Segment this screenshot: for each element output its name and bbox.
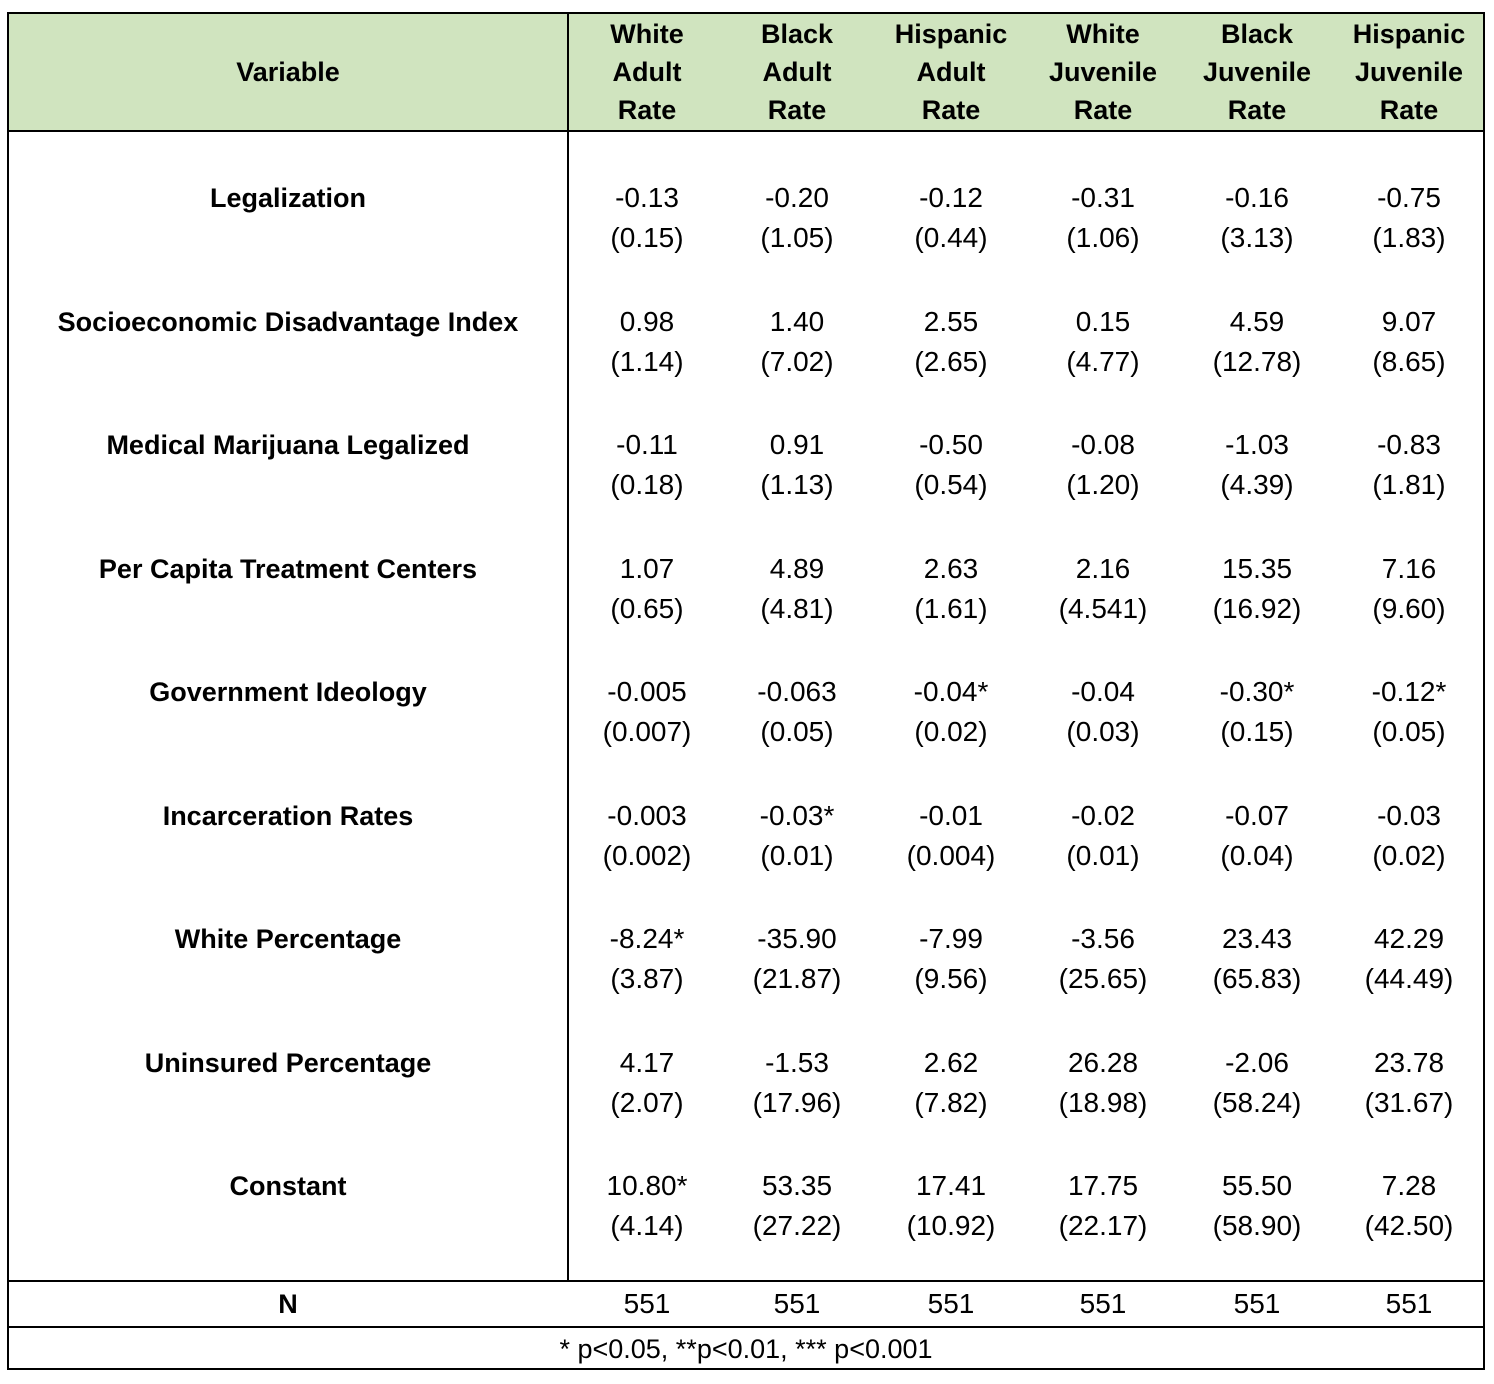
table-cell (1333, 549, 1485, 629)
coefficient: -0.04 (1071, 676, 1135, 707)
standard-error: (1.61) (914, 593, 988, 624)
column-header-line: Juvenile (1354, 57, 1464, 87)
coefficient: -35.90 (757, 923, 837, 954)
standard-error: (25.65) (1058, 963, 1148, 994)
table-cell (1333, 1043, 1485, 1123)
table-cell (1181, 919, 1333, 999)
standard-error: (1.83) (1372, 222, 1446, 253)
column-header (1333, 15, 1485, 129)
standard-error: (9.56) (914, 963, 988, 994)
n-value: 551 (1385, 1288, 1433, 1319)
regression-table (7, 12, 1485, 1370)
variable-label: Constant (229, 1171, 347, 1201)
footnote: * p<0.05, **p<0.01, *** p<0.001 (559, 1334, 933, 1364)
column-header-line: White (610, 19, 684, 49)
n-value: 551 (773, 1288, 821, 1319)
standard-error: (1.05) (760, 222, 834, 253)
coefficient: -0.31 (1071, 182, 1135, 213)
coefficient: -0.30* (1219, 676, 1295, 707)
table-cell (1181, 302, 1333, 382)
column-header-line: Rate (1073, 95, 1133, 125)
table-cell (1333, 1166, 1485, 1246)
table-cell (571, 1166, 723, 1246)
table-cell (1333, 178, 1485, 258)
variable-label: Incarceration Rates (162, 801, 414, 831)
table-cell (721, 919, 873, 999)
coefficient: 0.91 (769, 429, 825, 460)
variable-label: Per Capita Treatment Centers (98, 554, 478, 584)
coefficient: 15.35 (1221, 553, 1293, 584)
table-cell (1181, 1166, 1333, 1246)
table-cell (875, 1166, 1027, 1246)
coefficient: -0.063 (757, 676, 837, 707)
table-cell (571, 796, 723, 876)
column-header (571, 15, 723, 129)
table-cell (721, 1166, 873, 1246)
variable-label: Socioeconomic Disadvantage Index (57, 307, 519, 337)
coefficient: -7.99 (919, 923, 983, 954)
coefficient: -0.11 (616, 429, 678, 460)
standard-error: (16.92) (1212, 593, 1302, 624)
standard-error: (0.05) (1372, 716, 1446, 747)
table-cell (721, 425, 873, 505)
table-cell (1181, 178, 1333, 258)
standard-error: (10.92) (906, 1210, 996, 1241)
coefficient: 17.41 (915, 1170, 987, 1201)
standard-error: (17.96) (752, 1087, 842, 1118)
standard-error: (31.67) (1364, 1087, 1454, 1118)
coefficient: -0.12* (1371, 676, 1447, 707)
standard-error: (0.02) (1372, 840, 1446, 871)
standard-error: (1.81) (1372, 469, 1446, 500)
standard-error: (27.22) (752, 1210, 842, 1241)
coefficient: 17.75 (1067, 1170, 1139, 1201)
standard-error: (0.44) (914, 222, 988, 253)
coefficient: 26.28 (1067, 1047, 1139, 1078)
standard-error: (7.82) (914, 1087, 988, 1118)
coefficient: 2.62 (923, 1047, 979, 1078)
table-cell (875, 425, 1027, 505)
standard-error: (0.04) (1220, 840, 1294, 871)
table-cell (1333, 425, 1485, 505)
coefficient: 4.89 (769, 553, 825, 584)
standard-error: (21.87) (752, 963, 842, 994)
coefficient: -0.75 (1377, 182, 1441, 213)
standard-error: (3.13) (1220, 222, 1294, 253)
coefficient: -3.56 (1071, 923, 1135, 954)
column-header-line: Rate (617, 95, 677, 125)
coefficient: -0.04* (913, 676, 989, 707)
coefficient: 23.78 (1373, 1047, 1445, 1078)
coefficient: 4.17 (619, 1047, 675, 1078)
standard-error: (0.05) (760, 716, 834, 747)
table-cell (1027, 796, 1179, 876)
table-cell (721, 549, 873, 629)
standard-error: (0.15) (1220, 716, 1294, 747)
table-cell (1027, 549, 1179, 629)
coefficient: -0.12 (919, 182, 983, 213)
coefficient: 10.80* (606, 1170, 688, 1201)
table-cell (1181, 796, 1333, 876)
standard-error: (22.17) (1058, 1210, 1148, 1241)
coefficient: -0.03 (1377, 800, 1441, 831)
table-cell (721, 178, 873, 258)
table-cell (875, 1043, 1027, 1123)
coefficient: -0.03* (759, 800, 835, 831)
table-cell (571, 1043, 723, 1123)
table-cell (721, 1043, 873, 1123)
standard-error: (0.54) (914, 469, 988, 500)
n-value: 551 (927, 1288, 975, 1319)
coefficient: -0.13 (615, 182, 679, 213)
n-label: N (278, 1289, 298, 1319)
standard-error: (1.20) (1066, 469, 1140, 500)
coefficient: -0.16 (1225, 182, 1289, 213)
table-header (9, 14, 1483, 132)
table-cell (1181, 1043, 1333, 1123)
standard-error: (0.02) (914, 716, 988, 747)
table-cell (571, 425, 723, 505)
column-header-line: Black (760, 19, 834, 49)
variable-label: Uninsured Percentage (144, 1048, 432, 1078)
coefficient: 53.35 (761, 1170, 833, 1201)
column-header (1027, 15, 1179, 129)
table-cell (1027, 672, 1179, 752)
column-header-line: Hispanic (1352, 19, 1466, 49)
standard-error: (0.01) (760, 840, 834, 871)
standard-error: (4.81) (760, 593, 834, 624)
standard-error: (0.18) (610, 469, 684, 500)
table-cell (1333, 302, 1485, 382)
table-cell (875, 796, 1027, 876)
standard-error: (0.65) (610, 593, 684, 624)
table-cell (1333, 796, 1485, 876)
standard-error: (12.78) (1212, 346, 1302, 377)
coefficient: 0.15 (1075, 306, 1131, 337)
table-cell (571, 672, 723, 752)
variable-label: White Percentage (174, 924, 402, 954)
column-header (721, 15, 873, 129)
standard-error: (0.15) (610, 222, 684, 253)
coefficient: -0.003 (607, 800, 687, 831)
table-cell (1181, 549, 1333, 629)
standard-error: (1.13) (760, 469, 834, 500)
n-value: 551 (1079, 1288, 1127, 1319)
coefficient: -0.02 (1071, 800, 1135, 831)
column-divider (567, 14, 569, 1282)
standard-error: (0.03) (1066, 716, 1140, 747)
coefficient: -0.01 (919, 800, 983, 831)
coefficient: 7.16 (1381, 553, 1437, 584)
column-header-line: Adult (916, 57, 986, 87)
table-cell (875, 919, 1027, 999)
standard-error: (2.07) (610, 1087, 684, 1118)
coefficient: 9.07 (1381, 306, 1437, 337)
coefficient: -0.08 (1071, 429, 1135, 460)
coefficient: 1.07 (619, 553, 675, 584)
standard-error: (7.02) (760, 346, 834, 377)
standard-error: (44.49) (1364, 963, 1454, 994)
column-header-line: Juvenile (1048, 57, 1158, 87)
variable-label: Legalization (209, 183, 366, 213)
column-header-line: Rate (767, 95, 827, 125)
standard-error: (1.14) (610, 346, 684, 377)
standard-error: (0.004) (906, 840, 996, 871)
column-header (1181, 15, 1333, 129)
table-cell (721, 672, 873, 752)
standard-error: (18.98) (1058, 1087, 1148, 1118)
coefficient: 55.50 (1221, 1170, 1293, 1201)
table-cell (1333, 919, 1485, 999)
table-cell (721, 796, 873, 876)
coefficient: 42.29 (1373, 923, 1445, 954)
table-cell (1027, 425, 1179, 505)
table-cell (721, 302, 873, 382)
standard-error: (1.06) (1066, 222, 1140, 253)
coefficient: -0.20 (765, 182, 829, 213)
coefficient: 2.63 (923, 553, 979, 584)
standard-error: (4.541) (1058, 593, 1148, 624)
table-cell (875, 178, 1027, 258)
table-cell (1027, 1043, 1179, 1123)
table-cell (875, 549, 1027, 629)
standard-error: (9.60) (1372, 593, 1446, 624)
standard-error: (8.65) (1372, 346, 1446, 377)
table-cell (875, 672, 1027, 752)
table-cell (875, 302, 1027, 382)
standard-error: (3.87) (610, 963, 684, 994)
coefficient: -2.06 (1225, 1047, 1289, 1078)
table-cell (1027, 1166, 1179, 1246)
n-value: 551 (1233, 1288, 1281, 1319)
column-header-line: Rate (921, 95, 981, 125)
table-cell (571, 549, 723, 629)
table-cell (571, 302, 723, 382)
standard-error: (4.14) (610, 1210, 684, 1241)
standard-error: (58.90) (1212, 1210, 1302, 1241)
n-value: 551 (623, 1288, 671, 1319)
standard-error: (42.50) (1364, 1210, 1454, 1241)
standard-error: (0.01) (1066, 840, 1140, 871)
standard-error: (4.39) (1220, 469, 1294, 500)
variable-label: Government Ideology (149, 677, 427, 707)
variable-column-header: Variable (236, 57, 340, 87)
column-header-line: Juvenile (1202, 57, 1312, 87)
standard-error: (65.83) (1212, 963, 1302, 994)
table-cell (571, 919, 723, 999)
column-header-line: White (1066, 19, 1140, 49)
table-cell (571, 178, 723, 258)
standard-error: (0.002) (602, 840, 692, 871)
standard-error: (4.77) (1066, 346, 1140, 377)
table-cell (1181, 672, 1333, 752)
coefficient: 4.59 (1229, 306, 1285, 337)
table-cell (1333, 672, 1485, 752)
table-cell (1027, 178, 1179, 258)
column-header-line: Rate (1227, 95, 1287, 125)
column-header-line: Adult (612, 57, 682, 87)
table-cell (1027, 302, 1179, 382)
column-header-line: Rate (1379, 95, 1439, 125)
standard-error: (58.24) (1212, 1087, 1302, 1118)
coefficient: 0.98 (619, 306, 675, 337)
coefficient: -0.50 (919, 429, 983, 460)
table-cell (1181, 425, 1333, 505)
coefficient: 7.28 (1381, 1170, 1437, 1201)
coefficient: -1.03 (1225, 429, 1289, 460)
column-header-line: Adult (762, 57, 832, 87)
coefficient: -1.53 (765, 1047, 829, 1078)
standard-error: (0.007) (602, 716, 692, 747)
coefficient: -0.07 (1225, 800, 1289, 831)
column-header (875, 15, 1027, 129)
coefficient: 2.55 (923, 306, 979, 337)
coefficient: 2.16 (1075, 553, 1131, 584)
standard-error: (2.65) (914, 346, 988, 377)
coefficient: 1.40 (769, 306, 825, 337)
column-header-line: Black (1220, 19, 1294, 49)
table-cell (1027, 919, 1179, 999)
coefficient: 23.43 (1221, 923, 1293, 954)
column-header-line: Hispanic (894, 19, 1008, 49)
coefficient: -8.24* (609, 923, 685, 954)
coefficient: -0.005 (607, 676, 687, 707)
coefficient: -0.83 (1377, 429, 1441, 460)
variable-label: Medical Marijuana Legalized (106, 430, 470, 460)
